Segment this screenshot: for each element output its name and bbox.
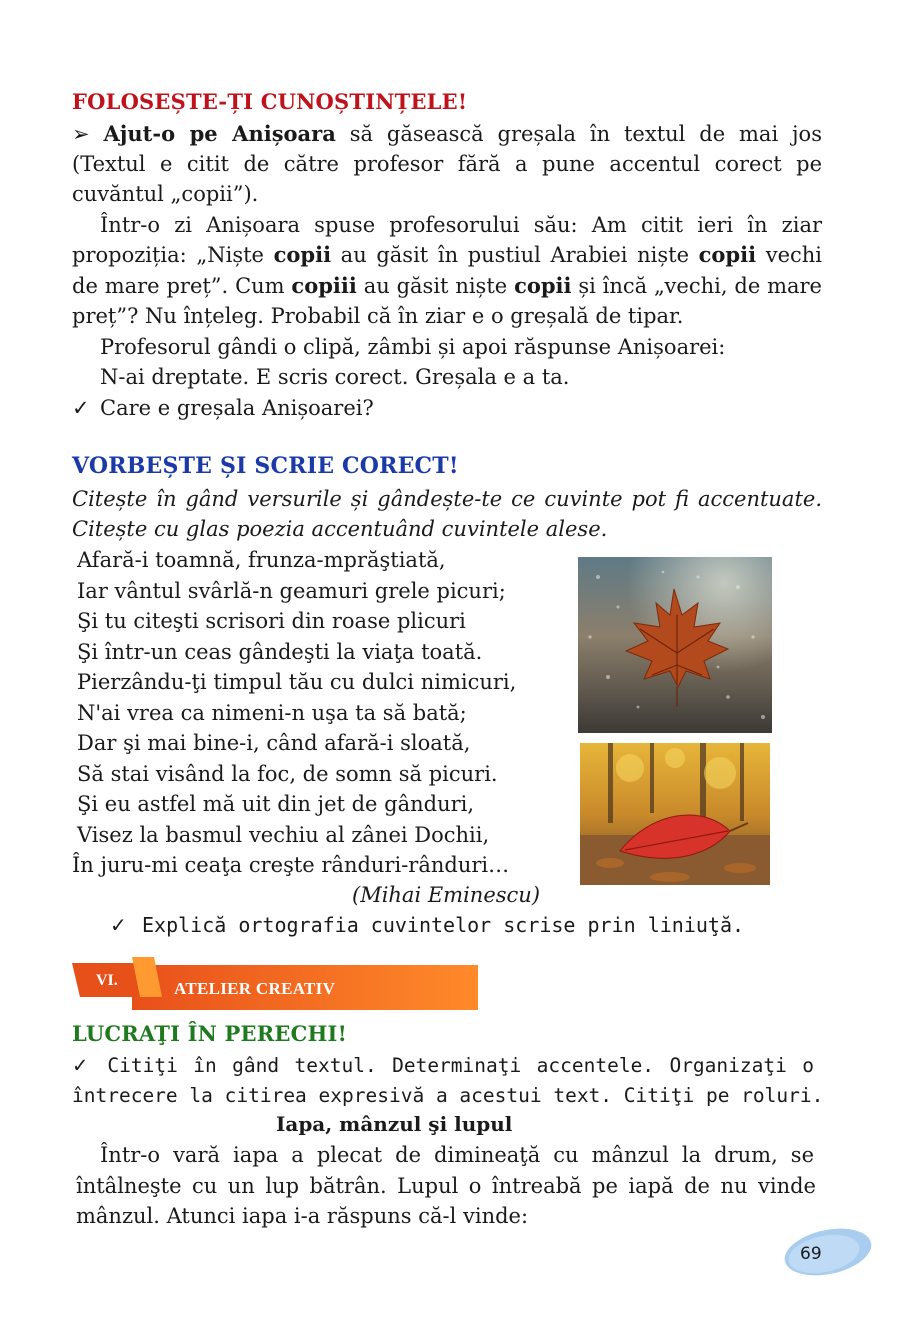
task-explain-text: Explică ortografia cuvintelor scrise prin liniuţă. [142, 913, 745, 937]
poem-line: Iar vântul svârlă-n geamuri grele picuri; [77, 578, 506, 603]
bold-word: copii [514, 273, 572, 298]
page-number: 69 [800, 1244, 822, 1264]
bold-word: copiii [291, 273, 357, 298]
text-segment: vechi [756, 243, 822, 267]
text-segment: au găsit în pustiul Arabiei niște [331, 243, 699, 267]
page-number-badge [782, 1226, 874, 1278]
story-line: mânzul. Atunci iapa i-a răspuns că-l vinde: [76, 1204, 529, 1228]
text-segment: și încă „vechi, de mare [571, 274, 822, 298]
story-title: Iapa, mânzul şi lupul [276, 1112, 513, 1136]
paragraph-line: N-ai dreptate. E scris corect. Greșala e a ta. [100, 365, 570, 389]
text-segment: de mare preț”. Cum [72, 274, 292, 298]
poem-line: Pierzându-ţi timpul tău cu dulci nimicuri, [77, 670, 517, 694]
poem-line: Afară-i toamnă, frunza-mprăştiată, [77, 548, 446, 572]
text-segment: propoziția: „Niște [72, 243, 274, 267]
arrow-bullet-icon: ➢ [72, 122, 90, 146]
paragraph-line: Profesorul gândi o clipă, zâmbi și apoi răspunse Anișoarei: [100, 335, 726, 359]
poem-line: Şi eu astfel mă uit din jet de gânduri, [77, 792, 475, 816]
checkmark-icon: ✓ [110, 913, 127, 937]
poem-line: Şi într-un ceas gândeşti la viaţa toată. [77, 639, 483, 664]
checkmark-icon: ✓ [72, 1054, 93, 1077]
section-title-lucrati: LUCRAŢI ÎN PERECHI! [72, 1021, 347, 1046]
task-line-text: Citiţi în gând textul. Determinaţi accentele. Organizaţi o [107, 1054, 814, 1077]
task-explain [110, 910, 744, 941]
task-line [72, 1051, 814, 1082]
section-title-vorbește: VORBEȘTE ȘI SCRIE CORECT! [72, 453, 459, 479]
paragraph-line [72, 271, 822, 302]
task-bold: Ajut-o pe Anișoara [103, 121, 336, 146]
checkmark-icon: ✓ [72, 396, 90, 420]
text-segment: au găsit niște [356, 274, 515, 298]
red-leaf-forest-image [580, 743, 770, 885]
poem-line: Dar şi mai bine-i, când afară-i sloată, [77, 731, 471, 755]
banner-number: VI. [96, 972, 118, 989]
maple-leaf-rain-image [578, 557, 772, 733]
instruction-line: Citește în gând versurile și gândește-te ce cuvinte pot fi accentuate. [72, 487, 822, 511]
story-line: întâlneşte cu un lup bătrân. Lupul o întreabă pe iapă de nu vinde [76, 1174, 816, 1198]
poem [72, 545, 562, 881]
task-line [72, 119, 822, 150]
instruction-line: Citește cu glas poezia accentuând cuvintele alese. [72, 517, 608, 541]
bold-word: copii [273, 242, 332, 267]
task-line-2: (Textul e citit de către profesor fără a pune accentul corect pe [72, 152, 822, 176]
task-line-2: întrecere la citirea expresivă a acestui text. Citiţi pe roluri. [72, 1084, 824, 1107]
poem-line: Visez la basmul vechiu al zânei Dochii, [77, 822, 490, 847]
task-rest: să găsească greșala în textul de mai jos [335, 122, 822, 146]
bold-word: copii [698, 242, 757, 267]
poem-line: Să stai visând la foc, de somn să picuri. [77, 761, 498, 786]
story-line: Într-o vară iapa a plecat de dimineaţă cu mânzul la drum, se [100, 1143, 814, 1167]
question-text: Care e greșala Anișoarei? [100, 396, 374, 420]
poem-line: Şi tu citeşti scrisori din roase plicuri [77, 609, 466, 633]
paragraph-line [72, 240, 822, 271]
poem-author: (Mihai Eminescu) [352, 883, 541, 907]
question-line [72, 393, 374, 424]
section-title-folosește: FOLOSEȘTE-ȚI CUNOȘTINȚELE! [72, 89, 468, 114]
poem-line: N'ai vrea ca nimeni-n uşa ta să bată; [77, 700, 467, 725]
poem-line: În juru-mi ceaţa creşte rânduri-rânduri… [72, 853, 510, 877]
banner-label: ATELIER CREATIV [174, 979, 336, 998]
task-line-3: cuvăntul „copii”). [72, 182, 259, 206]
paragraph-line: Într-o zi Anișoara spuse profesorului său: Am citit ieri în ziar [100, 213, 822, 237]
paragraph-line: preț”? Nu înțeleg. Probabil că în ziar e o greșală de tipar. [72, 304, 684, 328]
atelier-creativ-banner [72, 957, 478, 1010]
